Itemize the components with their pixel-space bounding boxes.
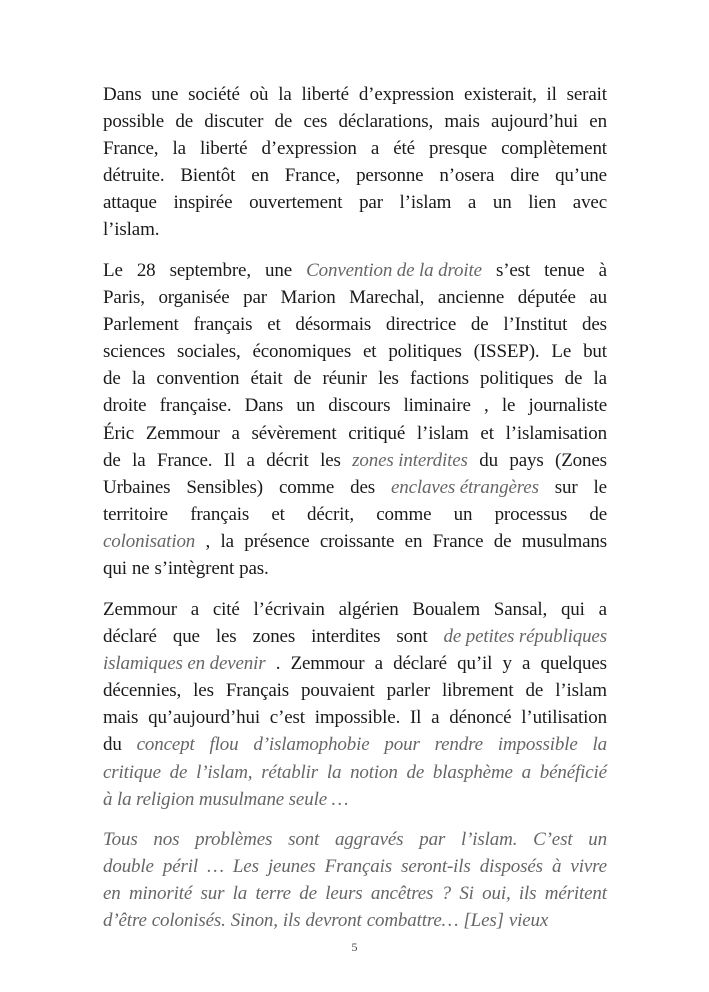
word: (ISSEP). xyxy=(473,341,540,363)
text-line xyxy=(103,731,607,758)
word: déclaré xyxy=(103,626,157,648)
italic-word: Français xyxy=(324,856,393,878)
word: processus xyxy=(494,503,568,525)
word: l’utilisation xyxy=(521,707,607,729)
word: croissante xyxy=(319,530,395,552)
word: au xyxy=(589,287,607,309)
word: (Zones xyxy=(555,449,607,471)
italic-word: nos xyxy=(153,829,180,850)
text-line xyxy=(103,108,607,135)
word: sont xyxy=(396,626,428,648)
word: les xyxy=(193,680,214,702)
word: dénoncé xyxy=(449,707,512,729)
word: de xyxy=(470,314,489,336)
word: de xyxy=(525,680,544,702)
word: a xyxy=(522,653,531,675)
word: impossible. xyxy=(314,707,401,729)
word: une xyxy=(151,84,179,105)
italic-word: un xyxy=(588,829,607,850)
italic-word: [Les] xyxy=(463,910,504,932)
text-line xyxy=(103,216,607,243)
word: qu’une xyxy=(555,165,607,187)
word: ouvertement xyxy=(249,192,343,214)
word: Il xyxy=(409,707,422,729)
text-line xyxy=(103,907,607,934)
word: Éric xyxy=(103,422,135,444)
word: était xyxy=(250,368,283,390)
quote-paragraph xyxy=(103,826,607,934)
italic-word: vieux xyxy=(508,910,549,932)
italic-word: en xyxy=(103,883,121,905)
word: réunir xyxy=(322,368,367,390)
italic-word: Les xyxy=(232,856,259,878)
text-line xyxy=(103,528,607,555)
italic-word: devront xyxy=(305,910,362,932)
word: dire xyxy=(510,165,540,187)
italic-word: péril xyxy=(162,856,199,878)
text-line xyxy=(103,135,607,162)
word: Zemmour xyxy=(103,599,177,620)
text-line xyxy=(103,786,607,813)
page-number: 5 xyxy=(351,940,358,954)
word: s’est xyxy=(495,260,531,281)
word: pas. xyxy=(239,558,269,580)
word: presque xyxy=(428,138,488,160)
word: librement xyxy=(442,680,514,702)
paragraph-1 xyxy=(103,81,607,244)
italic-word: combattre… xyxy=(366,910,459,932)
word: la xyxy=(220,530,234,552)
word: politiques xyxy=(480,368,554,390)
word: liberté xyxy=(301,84,349,105)
text-line xyxy=(103,189,607,216)
word: parler xyxy=(386,680,431,702)
italic-word: C’est xyxy=(533,829,573,850)
word: le xyxy=(593,476,607,498)
word: a xyxy=(467,192,477,214)
word: complètement xyxy=(501,138,607,160)
word: ancienne xyxy=(437,287,505,309)
word: la xyxy=(278,84,292,105)
italic-word: ancêtres xyxy=(370,883,434,905)
italic-word: pour xyxy=(384,734,420,756)
text-line xyxy=(103,257,607,284)
italic-word: colonisation xyxy=(103,530,196,552)
word: a xyxy=(598,599,607,620)
word: territoire xyxy=(103,503,168,525)
italic-word: d’être xyxy=(103,910,147,932)
word: septembre, xyxy=(169,260,251,281)
word: mais xyxy=(444,111,480,133)
word: pays xyxy=(509,449,544,471)
italic-word: jeunes xyxy=(267,856,316,878)
word: députée xyxy=(517,287,576,309)
italic-word: islamiques en devenir xyxy=(103,653,266,675)
word: ces xyxy=(303,111,328,133)
word: déclarations, xyxy=(338,111,434,133)
word: de xyxy=(564,368,583,390)
word: décrit, xyxy=(307,503,354,525)
word: un xyxy=(296,395,315,417)
word: politiques xyxy=(388,341,462,363)
word: que xyxy=(172,626,200,648)
italic-word: de petites républiques xyxy=(443,626,607,648)
word: sciences xyxy=(103,341,166,363)
word: possible xyxy=(103,111,165,133)
word: qui xyxy=(103,558,127,580)
italic-word: minorité xyxy=(128,883,193,905)
italic-word: double xyxy=(103,856,154,878)
italic-word: concept xyxy=(136,734,195,756)
word: sur xyxy=(554,476,578,498)
word: algérien xyxy=(338,599,399,620)
word: comme xyxy=(376,503,432,525)
italic-word: sur xyxy=(200,883,225,905)
word: , xyxy=(484,395,489,417)
word: il xyxy=(546,84,557,105)
word: société xyxy=(188,84,240,105)
italic-word: la xyxy=(326,761,342,783)
text-line xyxy=(103,284,607,311)
text-line xyxy=(103,650,607,677)
word: l’islam xyxy=(416,422,469,444)
italic-word: Tous xyxy=(103,829,138,850)
text-line xyxy=(103,880,607,907)
word: serait xyxy=(566,84,607,105)
word: d’expression xyxy=(261,138,357,160)
italic-word: l’islam, xyxy=(196,761,253,783)
italic-word: ? xyxy=(441,883,451,905)
italic-word: ils xyxy=(518,883,537,905)
word: détruite. xyxy=(103,165,165,187)
italic-word: a xyxy=(521,761,531,783)
italic-word: seront-ils xyxy=(401,856,471,878)
word: et xyxy=(480,422,494,444)
italic-word: critique xyxy=(103,761,161,783)
word: de xyxy=(274,111,293,133)
word: existerait, xyxy=(463,84,537,105)
text-line xyxy=(103,555,607,582)
word: tenue xyxy=(544,260,585,281)
word: l’écrivain xyxy=(253,599,325,620)
word: Urbaines xyxy=(103,476,171,498)
italic-word: d’islamophobie xyxy=(253,734,370,756)
word: 28 xyxy=(136,260,156,281)
word: présence xyxy=(244,530,310,552)
italic-word: de xyxy=(299,883,317,905)
word: français xyxy=(193,314,253,336)
word: . xyxy=(275,653,281,675)
word: d’expression xyxy=(358,84,455,105)
word: s’intègrent xyxy=(154,558,235,580)
word: organisée xyxy=(158,287,230,309)
word: par xyxy=(359,192,383,214)
word: Bientôt xyxy=(180,165,236,187)
word: ne xyxy=(131,558,150,580)
word: Sansal, xyxy=(493,599,548,620)
italic-word: notion xyxy=(350,761,398,783)
word: zones xyxy=(252,626,296,648)
italic-word: à la religion musulmane seule … xyxy=(103,788,349,810)
italic-word: Sinon, xyxy=(230,910,278,932)
word: Sensibles) xyxy=(186,476,263,498)
word: but xyxy=(583,341,607,363)
word: musulmans xyxy=(521,530,607,552)
word: de xyxy=(589,503,607,525)
word: les xyxy=(378,368,399,390)
word: , xyxy=(205,530,211,552)
word: sociales, xyxy=(177,341,241,363)
word: Boualem xyxy=(412,599,480,620)
word: qu’il xyxy=(457,653,493,675)
word: inspirée xyxy=(173,192,233,214)
word: a xyxy=(246,449,255,471)
italic-word: rétablir xyxy=(261,761,319,783)
word: a xyxy=(190,599,199,620)
text-line xyxy=(103,311,607,338)
word: Français xyxy=(225,680,290,702)
word: Paris, xyxy=(103,287,145,309)
word: la xyxy=(132,449,146,471)
word: France xyxy=(432,530,484,552)
text-line xyxy=(103,677,607,704)
word: les xyxy=(320,449,341,471)
word: Il xyxy=(223,449,236,471)
word: désormais xyxy=(295,314,372,336)
paragraph-2 xyxy=(103,257,607,582)
word: l’islam. xyxy=(103,219,160,241)
italic-word: de xyxy=(406,761,425,783)
word: c’est xyxy=(269,707,305,729)
word: n’osera xyxy=(439,165,495,187)
word: a xyxy=(374,653,383,675)
italic-word: sont xyxy=(288,829,320,850)
paragraph-3 xyxy=(103,596,607,813)
text-line xyxy=(103,853,607,880)
italic-word: la xyxy=(592,734,607,756)
word: y xyxy=(502,653,512,675)
word: l’islam xyxy=(555,680,607,702)
word: Dans xyxy=(244,395,284,417)
word: français xyxy=(190,503,250,525)
italic-word: enclaves étrangères xyxy=(390,476,539,498)
text-line xyxy=(103,759,607,786)
word: factions xyxy=(409,368,469,390)
word: l’Institut xyxy=(503,314,568,336)
word: comme xyxy=(278,476,335,498)
text-line xyxy=(103,365,607,392)
word: interdites xyxy=(311,626,381,648)
word: journaliste xyxy=(528,395,607,417)
text-line xyxy=(103,826,607,853)
italic-word: l’islam. xyxy=(460,829,518,850)
word: un xyxy=(453,503,473,525)
word: et xyxy=(267,314,281,336)
word: l’islam xyxy=(399,192,452,214)
word: Dans xyxy=(103,84,142,105)
text-line xyxy=(103,474,607,501)
word: France, xyxy=(103,138,159,160)
word: liberté xyxy=(199,138,248,160)
word: lien xyxy=(528,192,557,214)
italic-word: bénéficié xyxy=(539,761,607,783)
text-line xyxy=(103,338,607,365)
word: pouvaient xyxy=(301,680,375,702)
word: un xyxy=(492,192,512,214)
word: attaque xyxy=(103,192,157,214)
italic-word: colonisés. xyxy=(151,910,226,932)
text-line xyxy=(103,81,607,108)
word: liminaire xyxy=(403,395,471,417)
word: qui xyxy=(560,599,585,620)
italic-word: Si xyxy=(459,883,474,905)
word: décennies, xyxy=(103,680,182,702)
italic-word: rendre xyxy=(434,734,483,756)
word: déclaré xyxy=(393,653,447,675)
word: du xyxy=(103,734,122,756)
text-line xyxy=(103,420,607,447)
italic-word: problèmes xyxy=(195,829,273,850)
italic-word: méritent xyxy=(544,883,607,905)
text-line xyxy=(103,447,607,474)
word: France, xyxy=(284,165,341,187)
word: avec xyxy=(572,192,607,214)
word: mais xyxy=(103,707,139,729)
word: sévèrement xyxy=(251,422,337,444)
word: quelques xyxy=(540,653,607,675)
word: a xyxy=(370,138,380,160)
italic-word: terre xyxy=(255,883,291,905)
word: par xyxy=(243,287,267,309)
italic-word: ils xyxy=(282,910,301,932)
word: le xyxy=(501,395,516,417)
italic-word: impossible xyxy=(497,734,578,756)
word: convention xyxy=(156,368,240,390)
word: Zemmour xyxy=(290,653,365,675)
word: Marechal, xyxy=(349,287,425,309)
italic-word: … xyxy=(207,856,224,878)
italic-word: aggravés xyxy=(334,829,404,850)
word: discuter xyxy=(204,111,264,133)
italic-word: vivre xyxy=(570,856,607,878)
word: Le xyxy=(551,341,572,363)
word: aujourd’hui xyxy=(491,111,578,133)
word: cité xyxy=(212,599,240,620)
italic-word: zones interdites xyxy=(352,449,468,471)
word: droite xyxy=(103,395,147,417)
text-line xyxy=(103,704,607,731)
word: de xyxy=(103,368,121,390)
italic-word: Convention de la droite xyxy=(306,260,482,281)
italic-word: la xyxy=(232,883,248,905)
italic-word: leurs xyxy=(325,883,363,905)
word: en xyxy=(589,111,607,133)
text-line xyxy=(103,623,607,650)
italic-word: à xyxy=(551,856,562,878)
word: la xyxy=(172,138,186,160)
text-line xyxy=(103,501,607,528)
word: de xyxy=(493,530,512,552)
word: les xyxy=(215,626,237,648)
word: a xyxy=(431,707,440,729)
word: et xyxy=(362,341,377,363)
word: à xyxy=(598,260,607,281)
word: l’islamisation xyxy=(505,422,607,444)
word: discours xyxy=(328,395,391,417)
word: en xyxy=(251,165,269,187)
word: des xyxy=(582,314,607,336)
word: en xyxy=(404,530,423,552)
word: du xyxy=(479,449,498,471)
word: personne xyxy=(356,165,424,187)
word: Parlement xyxy=(103,314,179,336)
text-line xyxy=(103,392,607,419)
italic-word: par xyxy=(419,829,446,850)
word: la xyxy=(593,368,607,390)
word: une xyxy=(265,260,293,281)
word: qu’aujourd’hui xyxy=(148,707,260,729)
word: Zemmour xyxy=(145,422,220,444)
italic-word: disposés xyxy=(479,856,543,878)
word: des xyxy=(350,476,375,498)
word: française. xyxy=(159,395,232,417)
word: de xyxy=(103,449,121,471)
italic-word: oui, xyxy=(482,883,511,905)
italic-word: de xyxy=(169,761,188,783)
text-line xyxy=(103,162,607,189)
word: la xyxy=(131,368,146,390)
italic-word: flou xyxy=(209,734,239,756)
italic-word: blasphème xyxy=(432,761,513,783)
word: de xyxy=(293,368,312,390)
word: France. xyxy=(156,449,213,471)
word: directrice xyxy=(385,314,457,336)
word: critiqué xyxy=(348,422,406,444)
word: et xyxy=(271,503,285,525)
word: été xyxy=(393,138,415,160)
word: a xyxy=(231,422,240,444)
word: où xyxy=(249,84,269,105)
word: Le xyxy=(103,260,123,281)
word: économiques xyxy=(252,341,352,363)
text-line xyxy=(103,596,607,623)
word: Marion xyxy=(280,287,336,309)
word: de xyxy=(175,111,194,133)
word: décrit xyxy=(266,449,309,471)
